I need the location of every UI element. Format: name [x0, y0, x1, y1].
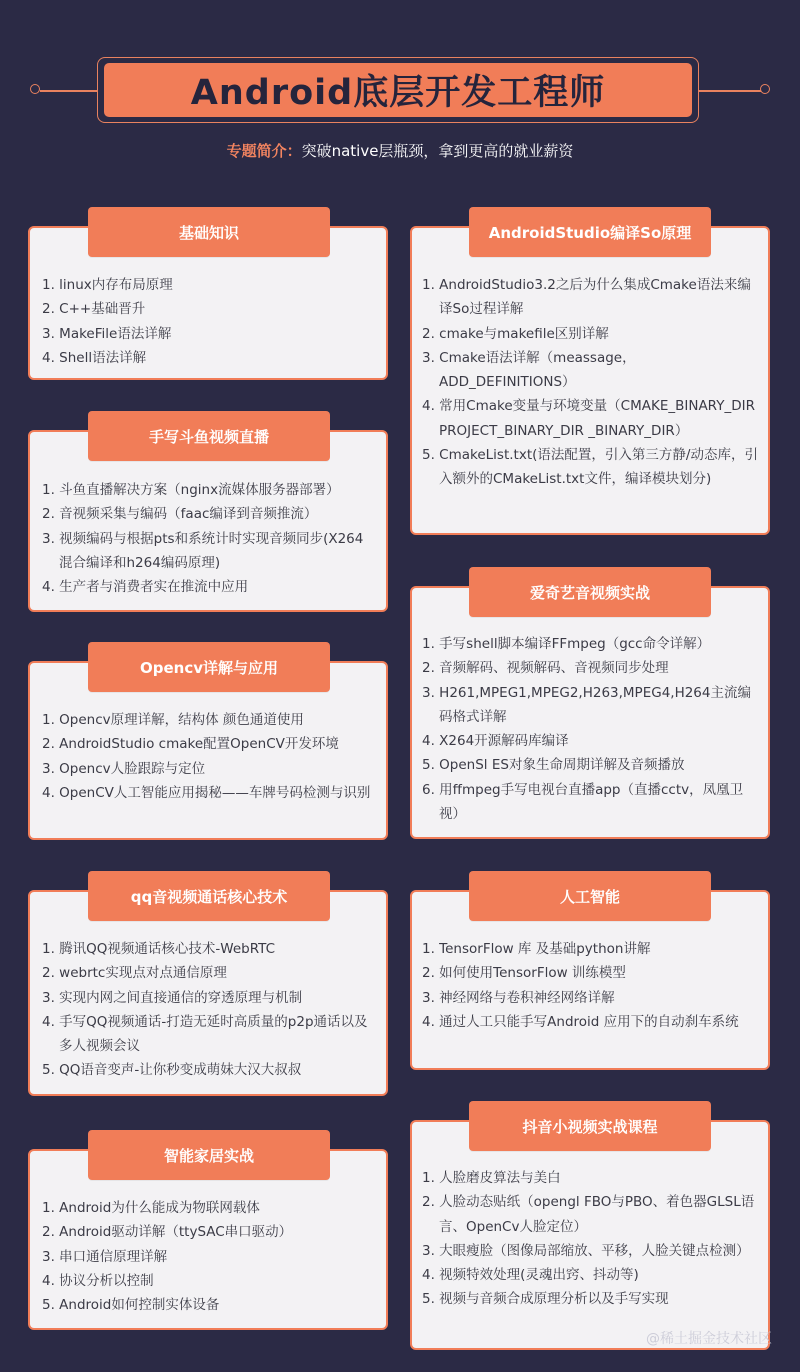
list-item: 3. Opencv人脸跟踪与定位	[42, 760, 206, 777]
title-dot-right	[760, 84, 770, 94]
list-item: 1. 斗鱼直播解决方案（nginx流媒体服务器部署）	[42, 482, 340, 498]
section-list-douyu-live	[42, 478, 376, 599]
list-item: 4. OpenCV人工智能应用揭秘——车牌号码检测与识别	[42, 784, 371, 801]
list-item: 5. Android如何控制实体设备	[42, 1297, 220, 1314]
list-item: 3. H261,MPEG1,MPEG2,H263,MPEG4,H264主流编码格式详解	[422, 684, 751, 725]
list-item: 4. 视频特效处理(灵魂出窍、抖动等)	[422, 1267, 639, 1284]
section-title-douyin: 抖音小视频实战课程	[469, 1101, 711, 1151]
watermark: @稀土掘金技术社区	[646, 1331, 772, 1347]
list-item: 3. 串口通信原理详解	[42, 1248, 168, 1265]
section-title-ai: 人工智能	[469, 871, 711, 921]
section-title-androidstudio-so: AndroidStudio编译So原理	[469, 207, 711, 257]
list-item: 3. MakeFile语法详解	[42, 325, 172, 342]
title-line-left	[40, 90, 97, 92]
subtitle-text: 突破native层瓶颈，拿到更高的就业薪资	[301, 142, 574, 160]
list-item: 5. CmakeList.txt(语法配置，引入第三方静/动态库，引入额外的CMakeList.txt文件，编译模块划分)	[422, 447, 758, 488]
section-title-iqiyi: 爱奇艺音视频实战	[469, 567, 711, 617]
section-list-douyin	[422, 1166, 762, 1312]
list-item: 4. 协议分析以控制	[42, 1272, 154, 1289]
section-list-ai	[422, 937, 762, 1034]
section-list-basics	[42, 273, 376, 370]
page-title: Android底层开发工程师	[104, 63, 692, 117]
section-list-iqiyi	[422, 632, 762, 826]
section-title-qq-video: qq音视频通话核心技术	[88, 871, 330, 921]
section-list-qq-video	[42, 937, 376, 1083]
list-item: 6. 用ffmpeg手写电视台直播app（直播cctv，凤凰卫视）	[422, 781, 744, 823]
list-item: 1. TensorFlow 库 及基础python讲解	[422, 941, 651, 957]
list-item: 3. 大眼瘦脸（图像局部缩放、平移，人脸关键点检测）	[422, 1242, 750, 1259]
list-item: 4. 生产者与消费者实在推流中应用	[42, 579, 249, 596]
list-item: 2. 音频解码、视频解码、音视频同步处理	[422, 660, 669, 677]
list-item: 4. 常用Cmake变量与环境变量（CMAKE_BINARY_DIR PROJECT_BINARY_DIR _BINARY_DIR）	[422, 398, 755, 439]
list-item: 5. OpenSl ES对象生命周期详解及音频播放	[422, 757, 685, 774]
subtitle	[0, 140, 800, 161]
list-item: 1. Android为什么能成为物联网载体	[42, 1200, 260, 1216]
list-item: 4. 通过人工只能手写Android 应用下的自动刹车系统	[422, 1013, 739, 1030]
list-item: 2. C++基础晋升	[42, 301, 146, 318]
list-item: 1. Opencv原理详解，结构体 颜色通道使用	[42, 712, 304, 728]
list-item: 2. 人脸动态贴纸（opengl FBO与PBO、着色器GLSL语言、OpenCv人脸定位）	[422, 1194, 755, 1235]
list-item: 2. cmake与makefile区别详解	[422, 325, 609, 342]
list-item: 2. 如何使用TensorFlow 训练模型	[422, 965, 626, 982]
title-dot-left	[30, 84, 40, 94]
list-item: 3. 视频编码与根据pts和系统计时实现音频同步(X264混合编译和h264编码原理)	[42, 530, 364, 571]
section-title-douyu-live: 手写斗鱼视频直播	[88, 411, 330, 461]
list-item: 3. Cmake语法详解（meassage，ADD_DEFINITIONS）	[422, 349, 636, 391]
list-item: 2. Android驱动详解（ttySAC串口驱动）	[42, 1224, 293, 1241]
section-title-smart-home: 智能家居实战	[88, 1130, 330, 1180]
section-list-opencv	[42, 708, 380, 805]
list-item: 5. 视频与音频合成原理分析以及手写实现	[422, 1291, 669, 1308]
subtitle-label: 专题简介：	[226, 142, 302, 160]
section-list-androidstudio-so	[422, 273, 762, 492]
title-line-right	[699, 90, 761, 92]
section-title-opencv: Opencv详解与应用	[88, 642, 330, 692]
list-item: 2. 音视频采集与编码（faac编译到音频推流）	[42, 506, 318, 523]
list-item: 5. QQ语音变声-让你秒变成萌妹大汉大叔叔	[42, 1062, 302, 1079]
section-list-smart-home	[42, 1196, 376, 1317]
list-item: 1. 手写shell脚本编译FFmpeg（gcc命令详解）	[422, 636, 711, 652]
list-item: 2. AndroidStudio cmake配置OpenCV开发环境	[42, 736, 339, 753]
list-item: 2. webrtc实现点对点通信原理	[42, 965, 227, 982]
list-item: 4. X264开源解码库编译	[422, 733, 569, 750]
list-item: 3. 神经网络与卷积神经网络详解	[422, 989, 615, 1006]
list-item: 1. 人脸磨皮算法与美白	[422, 1170, 561, 1186]
list-item: 1. 腾讯QQ视频通话核心技术-WebRTC	[42, 941, 276, 957]
section-title-basics: 基础知识	[88, 207, 330, 257]
list-item: 1. linux内存布局原理	[42, 277, 173, 293]
list-item: 3. 实现内网之间直接通信的穿透原理与机制	[42, 989, 303, 1006]
list-item: 4. Shell语法详解	[42, 349, 147, 366]
list-item: 4. 手写QQ视频通话-打造无延时高质量的p2p通话以及多人视频会议	[42, 1013, 368, 1055]
list-item: 1. AndroidStudio3.2之后为什么集成Cmake语法来编译So过程详解	[422, 277, 751, 318]
